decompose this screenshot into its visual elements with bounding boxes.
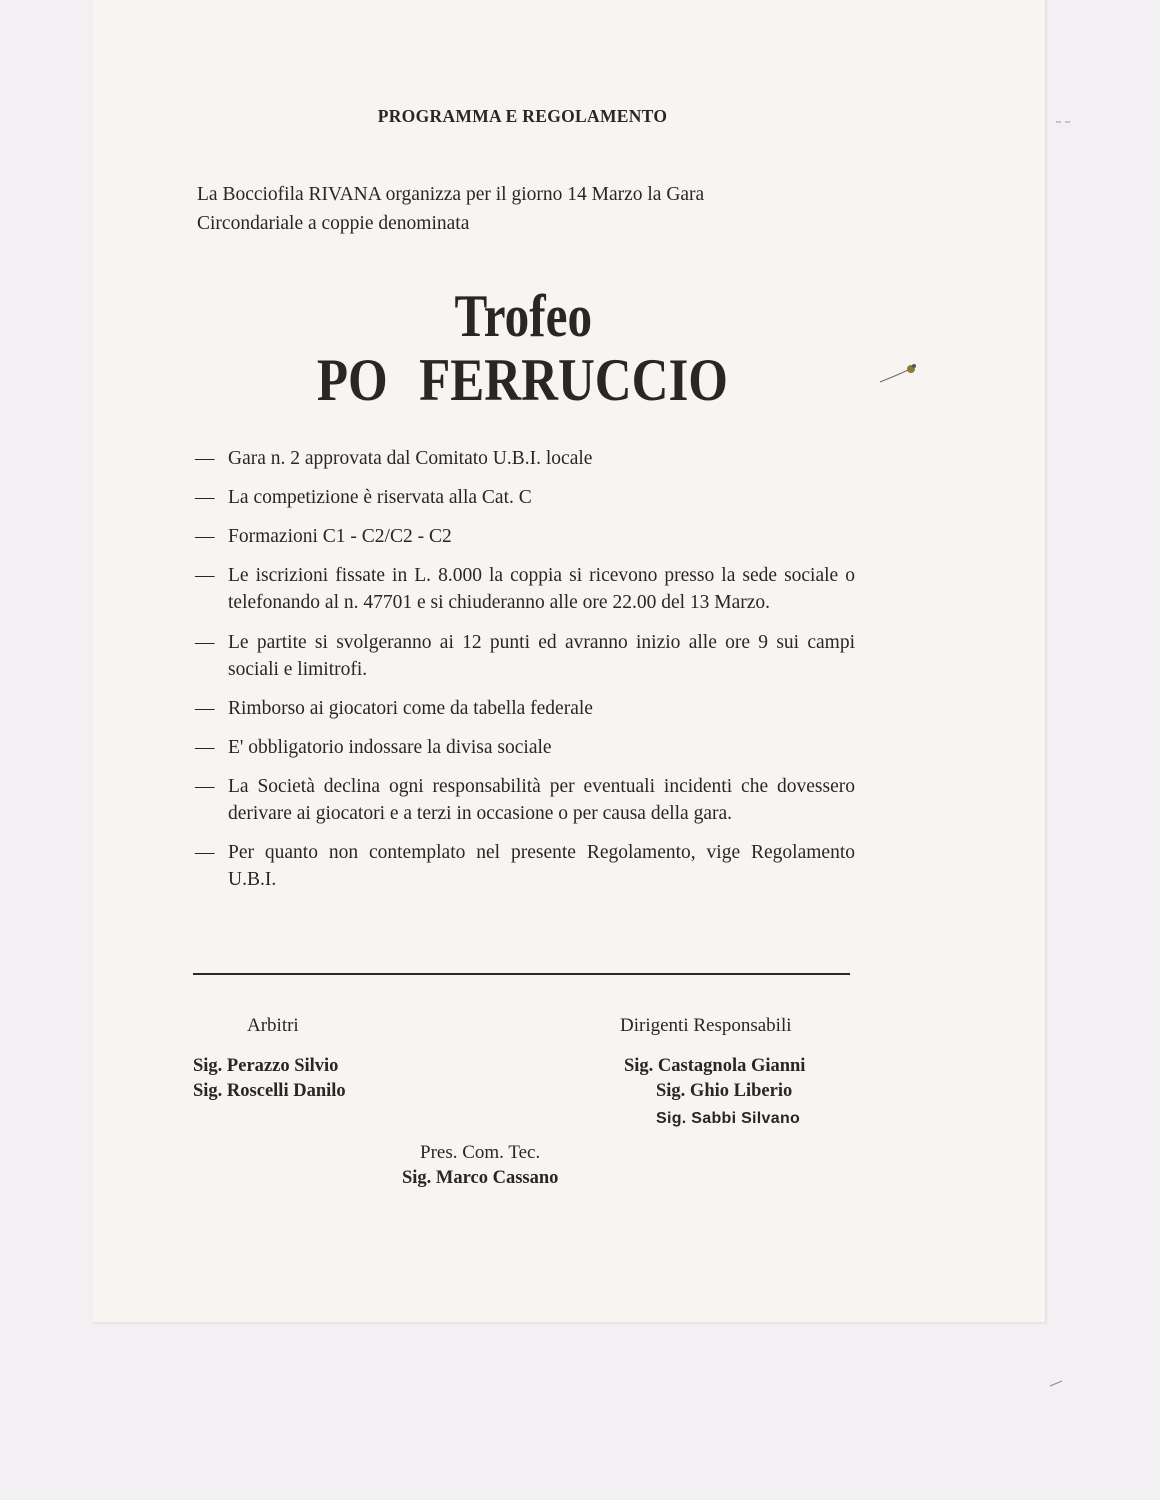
rule-text: Rimborso ai giocatori come da tabella federale [228,698,593,719]
rule-text: La competizione è riservata alla Cat. C [228,487,532,508]
arbitro-name: Sig. Perazzo Silvio [193,1056,339,1076]
rule-item [195,773,855,827]
rule-item [195,629,855,683]
rule-item [195,523,855,550]
rule-text: E' obbligatorio indossare la divisa sociale [228,737,552,758]
dash-bullet: — [195,526,215,547]
dirigente-name: Sig. Ghio Liberio [656,1081,793,1101]
title-trofeo: Trofeo [454,283,593,349]
dash-bullet: — [195,448,215,469]
dirigenti-label: Dirigenti Responsabili [620,1015,792,1036]
rules-list [195,445,855,893]
rule-text: Le partite si svolgeranno ai 12 punti ed avranno inizio alle ore 9 sui campi sociali e limitrofi. [228,632,855,680]
title-po-ferruccio: PO FERRUCCIO [316,347,728,413]
dash-bullet: — [195,737,215,758]
dash-bullet: — [195,842,215,863]
rule-item [195,734,855,761]
rule-item [195,484,855,511]
scan-mark [1055,118,1073,126]
arbitri-label: Arbitri [247,1015,299,1036]
dash-bullet: — [195,565,215,586]
rule-item [195,839,855,893]
document-heading: PROGRAMMA E REGOLAMENTO [377,106,668,126]
rule-item [195,562,855,616]
rule-text: La Società declina ogni responsabilità per eventuali incidenti che dovessero derivare ai giocatori e a terzi in occasione o per causa della gara. [228,776,855,824]
intro-paragraph [197,180,853,238]
ink-speck [878,358,920,386]
intro-line-2: Circondariale a coppie denominata [197,213,470,234]
separator-line [193,973,850,975]
presidente-name: Sig. Marco Cassano [402,1168,559,1188]
dash-bullet: — [195,776,215,797]
dash-bullet: — [195,487,215,508]
dirigente-name: Sig. Sabbi Silvano [656,1110,801,1127]
rule-text: Gara n. 2 approvata dal Comitato U.B.I. locale [228,448,593,469]
presidente-label: Pres. Com. Tec. [420,1142,541,1163]
dash-bullet: — [195,632,215,653]
dash-bullet: — [195,698,215,719]
rule-text: Per quanto non contemplato nel presente Regolamento, vige Regolamento U.B.I. [228,842,855,890]
rule-text: Formazioni C1 - C2/C2 - C2 [228,526,452,547]
rule-item [195,445,855,472]
rule-text: Le iscrizioni fissate in L. 8.000 la coppia si ricevono presso la sede sociale o telefonando al n. 47701 e si chiuderanno alle ore 22.00 del 13 Marzo. [228,565,855,613]
arbitro-name: Sig. Roscelli Danilo [193,1081,346,1101]
rule-item [195,695,855,722]
dirigente-name: Sig. Castagnola Gianni [624,1056,806,1076]
intro-line-1: La Bocciofila RIVANA organizza per il giorno 14 Marzo la Gara [197,184,705,205]
scan-mark [1048,1378,1066,1390]
